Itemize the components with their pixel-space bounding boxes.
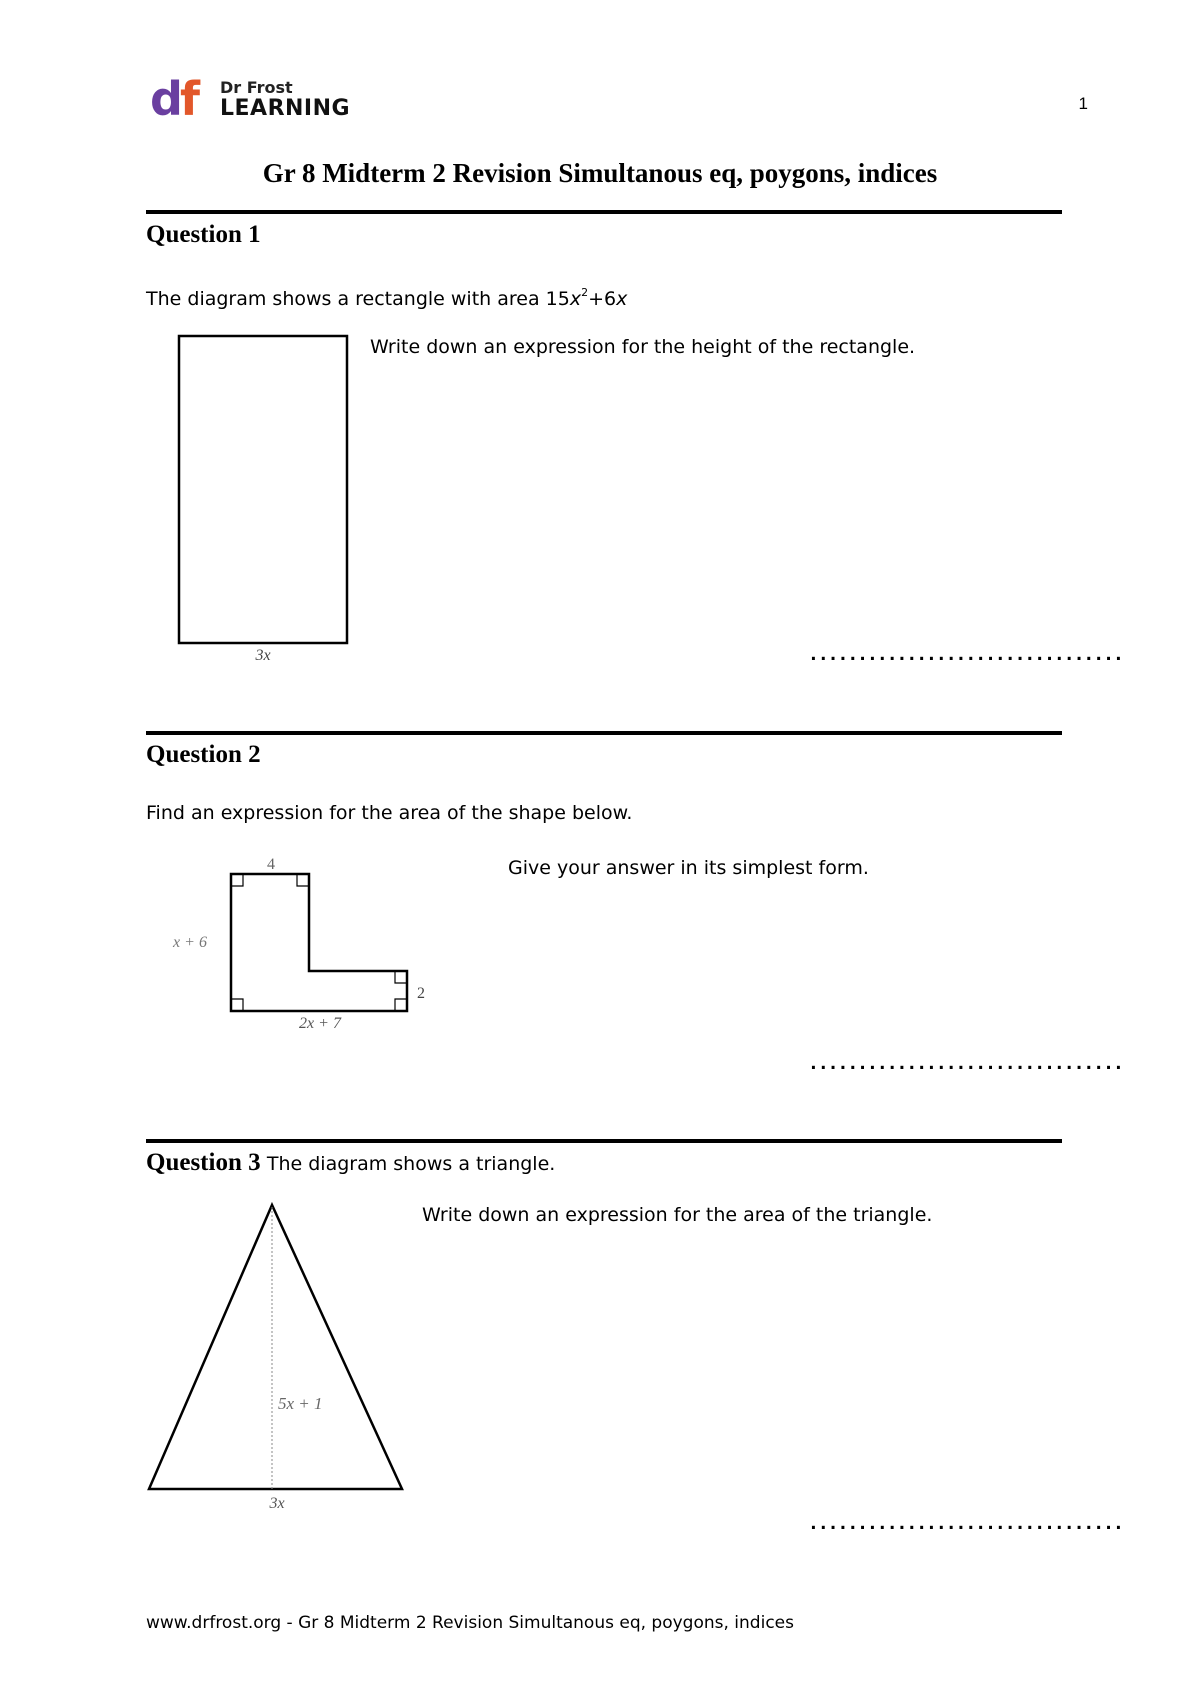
question-1-answer-line: ................................ bbox=[808, 644, 1123, 665]
l-shape-diagram bbox=[150, 845, 450, 1035]
area-expression bbox=[546, 288, 628, 310]
question-3-instruction: Write down an expression for the area of the triangle. bbox=[422, 1204, 933, 1226]
area-variable: x bbox=[569, 288, 582, 310]
right-angle-marker bbox=[231, 874, 243, 886]
document-title: Gr 8 Midterm 2 Revision Simultanous eq, poygons, indices bbox=[262, 158, 938, 188]
section-divider bbox=[146, 1139, 1062, 1143]
question-1-intro bbox=[146, 281, 627, 311]
question-3-heading bbox=[146, 1148, 555, 1179]
page-number: 1 bbox=[1078, 94, 1088, 113]
area-power: 2 bbox=[581, 286, 589, 299]
l-shape bbox=[231, 874, 407, 1011]
rectangle-width-label: 3x bbox=[255, 647, 271, 664]
question-2-answer-line: ................................ bbox=[808, 1053, 1123, 1074]
triangle-shape bbox=[149, 1205, 402, 1489]
question-2-intro: Find an expression for the area of the shape below. bbox=[146, 802, 633, 824]
drfrost-logo bbox=[150, 72, 351, 126]
question-3-intro: The diagram shows a triangle. bbox=[266, 1153, 556, 1175]
triangle-height-label: 5x + 1 bbox=[278, 1394, 323, 1413]
right-angle-marker bbox=[297, 874, 309, 886]
l-shape-top-label: 4 bbox=[267, 856, 275, 873]
l-shape-right-label: 2 bbox=[417, 985, 425, 1002]
question-3-heading-label: Question 3 bbox=[146, 1149, 261, 1176]
right-angle-marker bbox=[395, 971, 407, 983]
question-1-heading: Question 1 bbox=[146, 221, 261, 248]
df-logo-mark: df bbox=[150, 72, 197, 126]
right-angle-marker bbox=[231, 999, 243, 1011]
section-divider bbox=[146, 731, 1062, 735]
logo-text: LEARNING bbox=[220, 96, 351, 121]
area-rest: +6 bbox=[588, 288, 617, 310]
question-2-heading: Question 2 bbox=[146, 741, 261, 768]
logo-brand: Dr Frost bbox=[220, 78, 293, 97]
question-1-intro-text: The diagram shows a rectangle with area bbox=[146, 288, 540, 310]
question-1-instruction: Write down an expression for the height of the rectangle. bbox=[370, 336, 916, 358]
triangle-diagram bbox=[140, 1195, 420, 1525]
rectangle-diagram bbox=[160, 320, 360, 670]
area-coefficient: 15 bbox=[545, 288, 570, 310]
l-shape-left-label: x + 6 bbox=[173, 934, 207, 951]
question-3-answer-line: ................................ bbox=[808, 1513, 1123, 1534]
page-footer: www.drfrost.org - Gr 8 Midterm 2 Revision Simultanous eq, poygons, indices bbox=[146, 1613, 794, 1633]
question-2-instruction: Give your answer in its simplest form. bbox=[508, 857, 869, 879]
l-shape-bottom-label: 2x + 7 bbox=[299, 1015, 341, 1032]
area-rest-variable: x bbox=[616, 288, 628, 310]
right-angle-marker bbox=[395, 999, 407, 1011]
rectangle-shape bbox=[179, 336, 347, 643]
triangle-base-label: 3x bbox=[269, 1495, 285, 1512]
section-divider bbox=[146, 210, 1062, 214]
